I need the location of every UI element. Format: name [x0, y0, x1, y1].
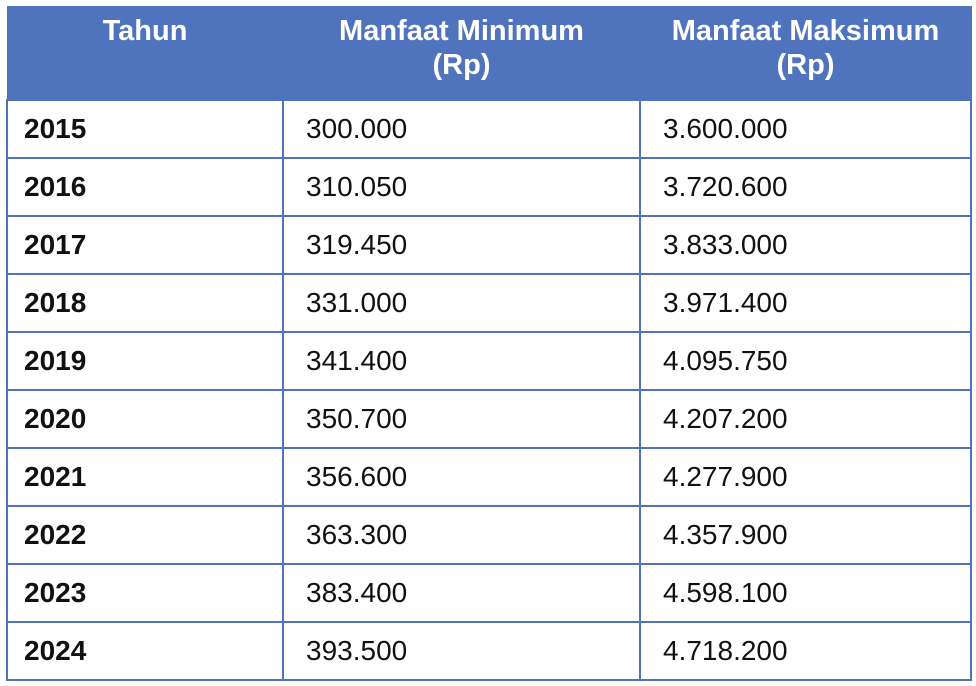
header-min-benefit — [283, 6, 640, 100]
year-cell: 2017 — [7, 216, 283, 274]
max-benefit-cell: 3.600.000 — [640, 100, 971, 158]
year-cell: 2021 — [7, 448, 283, 506]
min-benefit-cell: 300.000 — [283, 100, 640, 158]
max-benefit-cell: 3.833.000 — [640, 216, 971, 274]
max-benefit-cell: 4.718.200 — [640, 622, 971, 680]
benefit-table-container — [6, 6, 970, 681]
table-row — [7, 274, 971, 332]
max-benefit-cell: 3.720.600 — [640, 158, 971, 216]
table-row — [7, 158, 971, 216]
year-cell: 2015 — [7, 100, 283, 158]
table-row — [7, 332, 971, 390]
table-row — [7, 564, 971, 622]
max-benefit-cell: 4.277.900 — [640, 448, 971, 506]
min-benefit-cell: 356.600 — [283, 448, 640, 506]
min-benefit-cell: 319.450 — [283, 216, 640, 274]
max-benefit-cell: 4.207.200 — [640, 390, 971, 448]
min-benefit-cell: 310.050 — [283, 158, 640, 216]
benefit-table — [6, 6, 972, 681]
year-cell: 2016 — [7, 158, 283, 216]
table-row — [7, 506, 971, 564]
table-body — [7, 100, 971, 680]
min-benefit-cell: 331.000 — [283, 274, 640, 332]
header-max-benefit-line2: (Rp) — [776, 49, 835, 81]
year-cell: 2020 — [7, 390, 283, 448]
min-benefit-cell: 393.500 — [283, 622, 640, 680]
header-max-benefit — [640, 6, 971, 100]
table-row — [7, 100, 971, 158]
table-row — [7, 622, 971, 680]
table-row — [7, 216, 971, 274]
header-year-label: Tahun — [102, 15, 188, 47]
header-year — [7, 6, 283, 100]
max-benefit-cell: 4.095.750 — [640, 332, 971, 390]
year-cell: 2019 — [7, 332, 283, 390]
year-cell: 2024 — [7, 622, 283, 680]
year-cell: 2023 — [7, 564, 283, 622]
max-benefit-cell: 4.598.100 — [640, 564, 971, 622]
table-header — [7, 6, 971, 100]
min-benefit-cell: 383.400 — [283, 564, 640, 622]
max-benefit-cell: 4.357.900 — [640, 506, 971, 564]
header-min-benefit-line1: Manfaat Minimum — [339, 15, 584, 47]
max-benefit-cell: 3.971.400 — [640, 274, 971, 332]
table-row — [7, 390, 971, 448]
header-row — [7, 6, 971, 100]
min-benefit-cell: 363.300 — [283, 506, 640, 564]
min-benefit-cell: 341.400 — [283, 332, 640, 390]
year-cell: 2018 — [7, 274, 283, 332]
table-row — [7, 448, 971, 506]
year-cell: 2022 — [7, 506, 283, 564]
header-min-benefit-line2: (Rp) — [432, 49, 491, 81]
min-benefit-cell: 350.700 — [283, 390, 640, 448]
header-max-benefit-line1: Manfaat Maksimum — [671, 15, 940, 47]
